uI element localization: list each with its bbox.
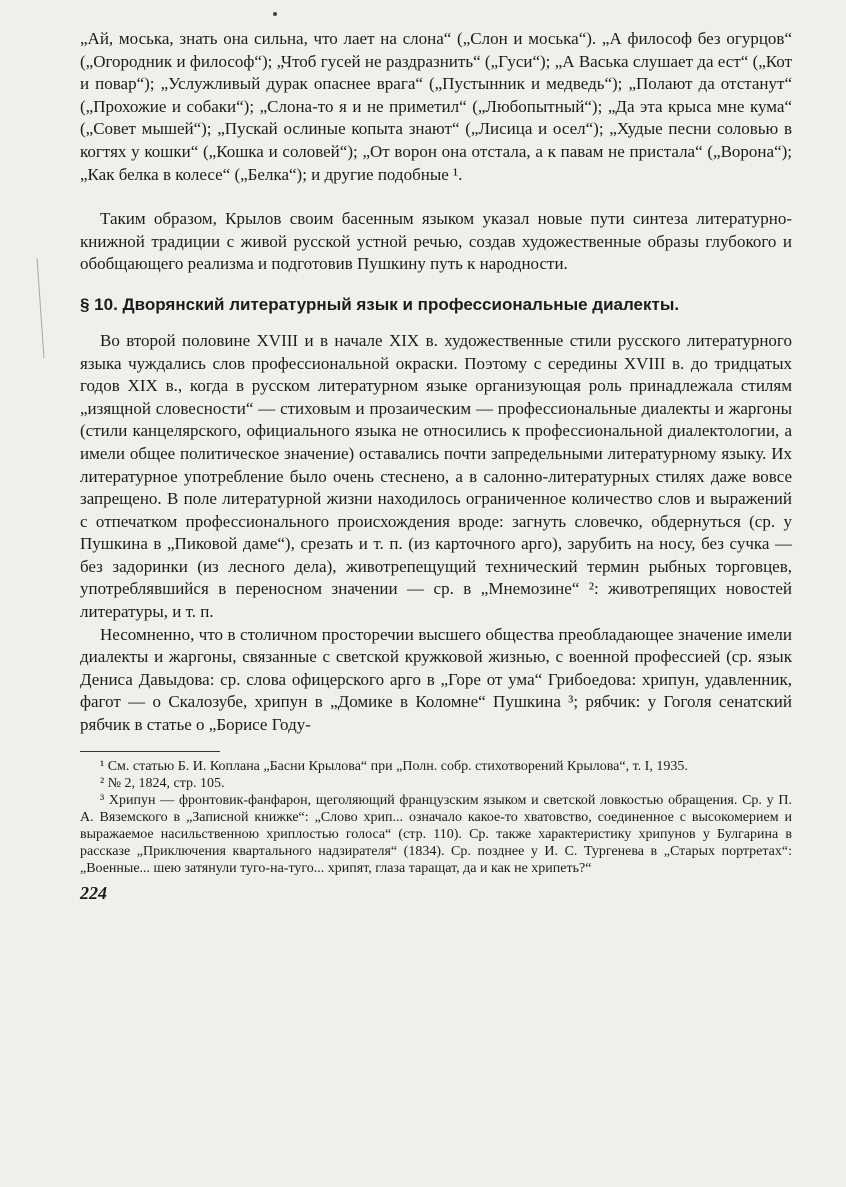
page-number: 224 — [80, 882, 107, 903]
body-paragraph-2: Несомненно, что в столичном просторечии высшего общества преобладающее значение имели диалекты и жаргоны, связанные с светской кружковой жизнью, с военной профессией (ср. язык Дениса Давыдова: ср. слова офицерского арго в „Горе от ума“ Грибоедова: хрипун, удавленник, фагот — о Скалозубе, хрипун в „Домике в Коломне“ Пушкина ³; рябчик: у Гоголя сенатский рябчик в статье о „Борисе Году- — [80, 624, 792, 735]
footnote-separator — [80, 751, 220, 752]
margin-pencil-mark — [37, 258, 51, 358]
body-paragraph-1: Во второй половине XVIII и в начале XIX в. художественные стили русского литературного языка чуждались слов профессиональной окраски. Поэтому с середины XVIII в. до тридцатых годов XIX в., когда в русском литературном языке организующая роль принадлежала стилям „изящной словесности“ — стиховым и прозаическим — профессиональные диалекты и жаргоны (стили канцелярского, официального языка не относились к профессиональной диалектологии, а имели общее политическое значение) оставались почти запредельными литературному языку. Их литературное употребление было очень стеснено, а в салонно-литературных стилях даже вовсе запрещено. В поле литературной жизни находилось ограниченное количество слов и выражений с отпечатком профессионального происхождения вроде: загнуть словечко, обдернуться (ср. у Пушкина в „Пиковой даме“), срезать и т. п. (из карточного арго), зарубить на носу, без сучка — без задоринки (из лесного дела), животрепещущий технический термин рыбных торговцев, употреблявшийся в переносном значении — ср. в „Мнемозине“ ²: животрепящих новостей литературы, и т. п. — [80, 330, 792, 622]
fable-quotes-paragraph: „Ай, моська, знать она сильна, что лает на слона“ („Слон и моська“). „А философ без огурцов“ („Огородник и философ“); „Чтоб гусей не раздразнить“ („Гуси“); „А Васька слушает да ест“ („Кот и повар“); „Услужливый дурак опаснее врага“ („Пустынник и медведь“); „Полают да отстанут“ („Прохожие и собаки“); „Слона-то я и не приметил“ („Любопытный“); „Да эта крыса мне кума“ („Совет мышей“); „Пускай ослиные копыта знают“ („Лисица и осел“); „Худые песни соловью в когтях у кошки“ („Кошка и соловей“); „От ворон она отстала, а к павам не пристала“ („Ворона“); „Как белка в колесе“ („Белка“); и другие подобные ¹. — [80, 29, 792, 184]
conclusion-paragraph: Таким образом, Крылов своим басенным языком указал новые пути синтеза литературно-книжной традиции с живой русской устной речью, создав художественные образы глубокого и обобщающего реализма и подготовив Пушкину путь к народности. — [80, 209, 792, 274]
ink-dot — [273, 12, 277, 16]
footnote-1: ¹ См. статью Б. И. Коплана „Басни Крылова“ при „Полн. собр. стихотворений Крылова“, т. I, 1935. — [100, 758, 688, 774]
section-heading: § 10. Дворянский литературный язык и профессиональные диалекты. — [80, 294, 680, 314]
footnote-3: ³ Хрипун — фронтовик-фанфарон, щеголяющий французским языком и светской ловкостью обращения. Ср. у П. А. Вяземского в „Записной книжке“: „Слово хрип... означало какое-то хватовство, соединенное с высокомерием и выражаемое насильственною хриплостью голоса“ (стр. 110). Ср. также характеристику хрипунов у Булгарина в рассказе „Приключения квартального надзирателя“ (1834). Ср. позднее у И. С. Тургенева в „Старых портретах“: „Военные... шею затянули туго-на-туго... хрипят, глаза таращат, да и как не хрипеть?“ — [80, 792, 792, 876]
footnote-2: ² № 2, 1824, стр. 105. — [100, 775, 225, 791]
book-page — [80, 28, 792, 904]
